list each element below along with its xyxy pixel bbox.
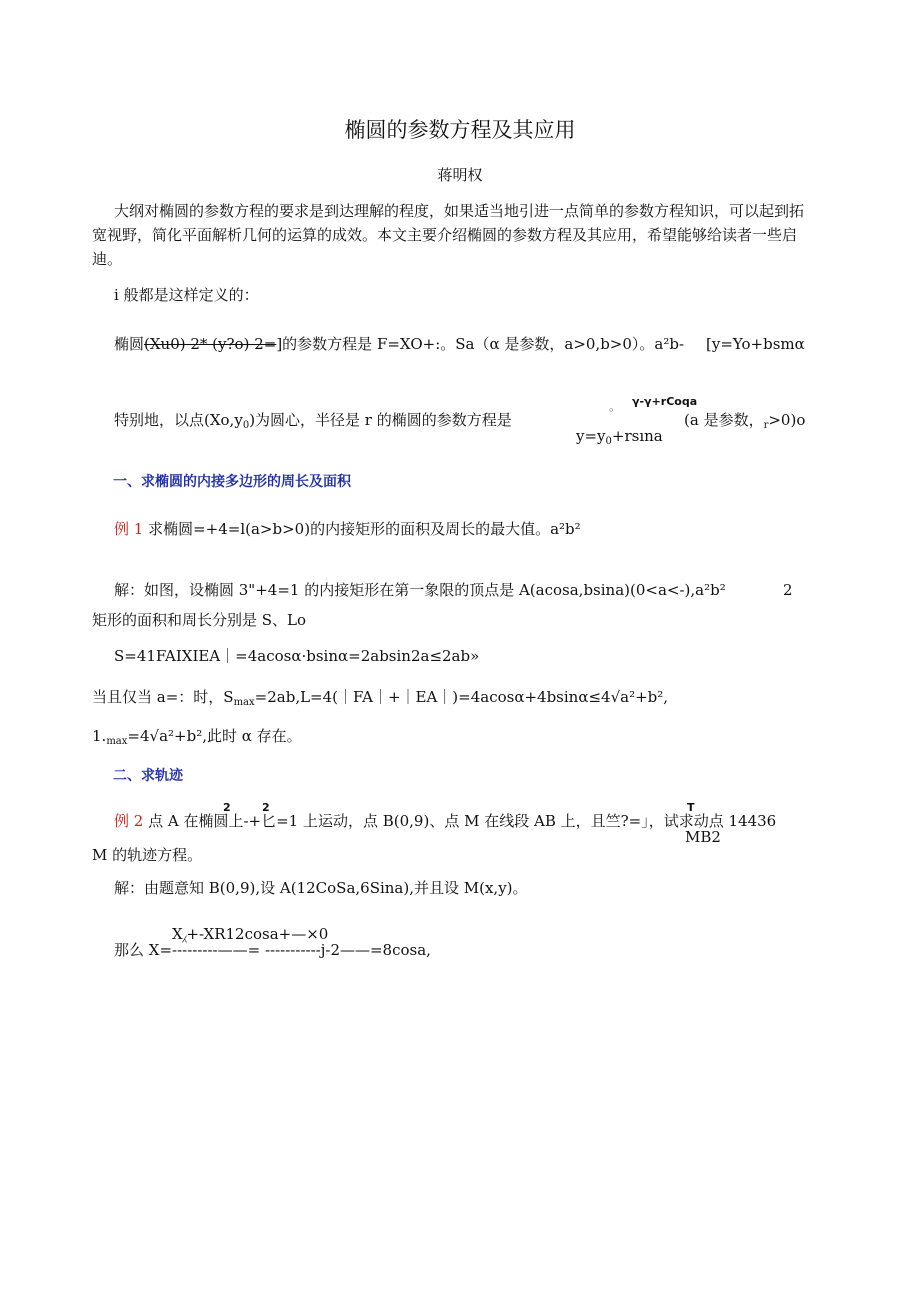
example-2-label: 例 2	[114, 812, 144, 830]
eq1-struck-formula: (Xu0) 2* (y?o) 2=	[144, 335, 277, 353]
eq2-bottom-b: +rsına	[611, 427, 663, 445]
solution-2-line-2: 那么 X=---------——= -----------j-2——=8cosa,	[114, 941, 431, 959]
solution-1-line-3: S=41FAIXIEA｜=4acosα·bsinα=2absin2a≤2ab»	[114, 647, 480, 665]
solution-1-right-number: 2	[783, 581, 793, 599]
eq1-right-formula: [y=Yo+bsmα	[706, 335, 805, 353]
eq1-rest: ]的参数方程是 F=XO+:。Sa（α 是参数，a>0,b>0）。a²b-	[276, 335, 685, 353]
solution-1-line-5	[92, 727, 302, 751]
eq2-bottom-sub: 0	[605, 436, 612, 447]
example-2	[114, 812, 776, 830]
eq2-dot: ◦	[608, 404, 615, 417]
solution-1-line-4-a: 当且仅当 a=：时，S	[92, 688, 234, 706]
example-1-text: 求椭圆=+4=l(a>b>0)的内接矩形的面积及周长的最大值。a²b²	[148, 520, 581, 538]
document-author: 蒋明权	[437, 166, 483, 184]
example-2-line-2: M 的轨迹方程。	[92, 846, 203, 864]
example-2-superscript-1: 2	[223, 801, 231, 814]
ellipse-equation-line	[114, 335, 684, 353]
solution-1-line-4	[92, 688, 668, 712]
example-1-label: 例 1	[114, 520, 144, 538]
eq2-sub: 0	[242, 420, 250, 431]
document-title: 椭圆的参数方程及其应用	[344, 118, 576, 142]
eq2-right	[684, 411, 805, 435]
section-heading-2: 二、求轨迹	[113, 768, 183, 784]
solution-2-line-1: 解：由题意知 B(0,9),设 A(12CoSa,6Sina),并且设 M(x,y)。	[114, 879, 528, 897]
solution-1-line-4-sub: max	[233, 697, 255, 708]
solution-1-line-1: 解：如图，设椭圆 3"+4=1 的内接矩形在第一象限的顶点是 A(acosa,bsina)(0<a<-),a²b²	[114, 581, 726, 599]
solution-1-line-4-b: =2ab,L=4(｜FA｜+｜EA｜)=4acosα+4bsinα≤4√a²+b²,	[254, 688, 669, 706]
eq2-text2: )为圆心，半径是 r 的椭圆的参数方程是	[249, 411, 512, 429]
example-2-superscript-t: T	[687, 801, 695, 814]
section-heading-1: 一、求椭圆的内接多边形的周长及面积	[113, 474, 351, 490]
intro-line-3: 迪。	[92, 250, 123, 268]
eq2-right-b: >0)o	[768, 411, 806, 429]
solution-2-fraction-top: X⁁+-XR12cosa+—×0	[172, 925, 329, 943]
eq2-bottom-formula	[576, 427, 663, 451]
intro-line-1: 大纲对椭圆的参数方程的要求是到达理解的程度，如果适当地引进一点简单的参数方程知识，可以起到拓	[114, 202, 805, 220]
example-2-text: 点 A 在椭圆上-+匕=1 上运动，点 B(0,9)、点 M 在线段 AB 上，且竺?=」，试求动点 14436	[148, 812, 777, 830]
eq2-bottom-a: y=y	[576, 427, 606, 445]
eq2-line	[114, 411, 512, 435]
eq1-prefix: 椭圆	[114, 335, 145, 353]
example-1	[114, 520, 581, 538]
eq2-right-r: r	[763, 420, 769, 431]
intro-line-2: 宽视野，简化平面解析几何的运算的成效。本文主要介绍椭圆的参数方程及其应用，希望能够给读者一些启	[92, 226, 798, 244]
solution-1-line-5-a: 1.	[92, 727, 107, 745]
example-2-below-text: MB2	[685, 828, 721, 846]
solution-1-line-2: 矩形的面积和周长分别是 S、Lo	[92, 611, 307, 629]
solution-1-line-5-b: =4√a²+b²,此时 α 存在。	[127, 727, 302, 745]
eq2-text: 特别地，以点(Xo,y	[114, 411, 243, 429]
eq2-right-a: (a 是参数，	[684, 411, 764, 429]
general-definition: i 般都是这样定义的：	[114, 286, 259, 304]
solution-1-line-5-sub: max	[106, 736, 128, 747]
example-2-superscript-2: 2	[262, 801, 270, 814]
eq2-top-formula: γ-γ+rCoqa	[632, 395, 698, 408]
